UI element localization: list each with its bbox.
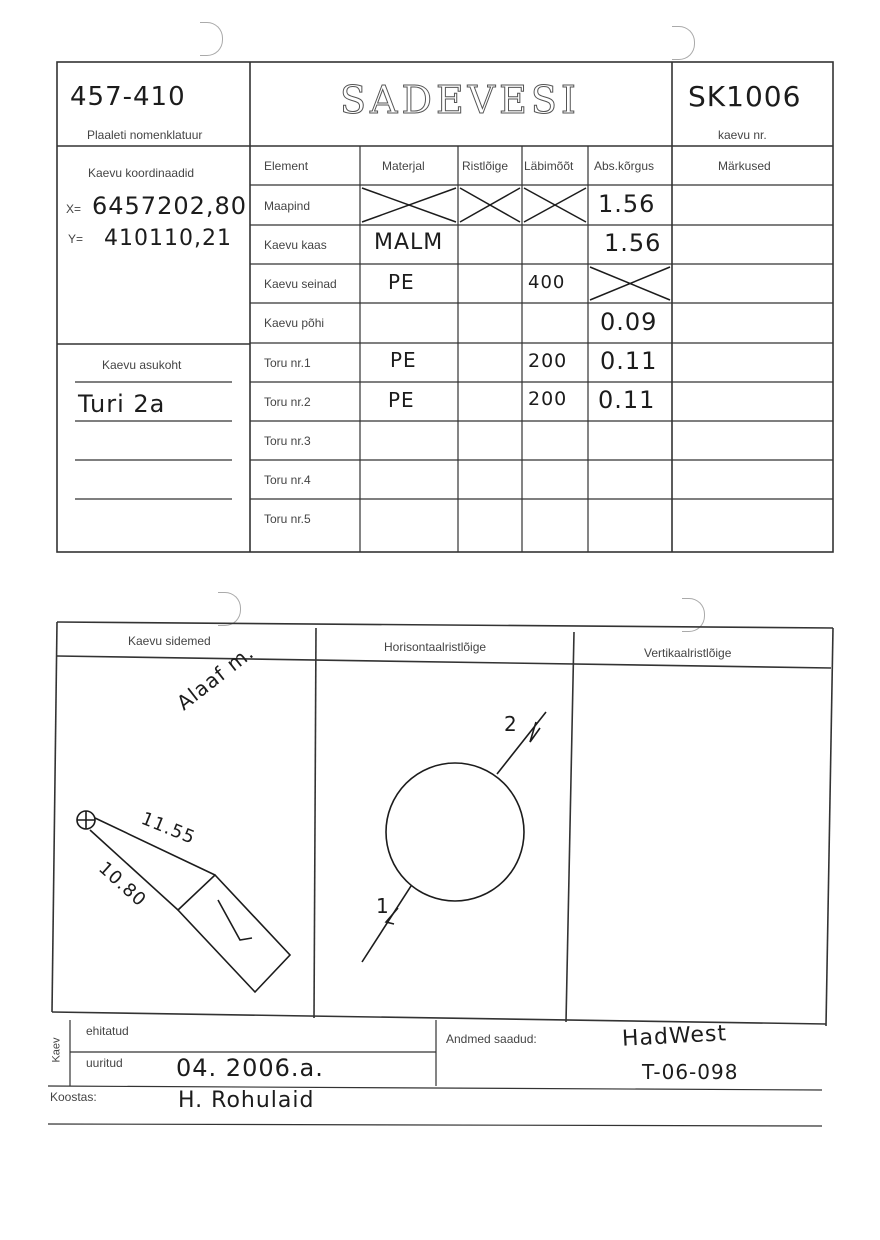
cell-abs-height: 0.09 bbox=[600, 308, 658, 336]
built-label: ehitatud bbox=[86, 1024, 129, 1038]
compiled-by-label: Koostas: bbox=[50, 1090, 97, 1104]
header-vertical-section: Vertikaalristlõige bbox=[644, 646, 732, 660]
header-abs-height: Abs.kõrgus bbox=[594, 159, 655, 173]
well-side-label: Kaev bbox=[50, 1037, 63, 1063]
well-number-label: kaevu nr. bbox=[718, 128, 767, 142]
form-title: SADEVESI bbox=[340, 78, 580, 122]
cell-material: MALM bbox=[374, 230, 444, 255]
data-received-code: T-06-098 bbox=[642, 1060, 739, 1084]
horizontal-section-sketch bbox=[362, 712, 546, 962]
data-received-label: Andmed saadud: bbox=[446, 1032, 537, 1046]
cell-abs-height: 1.56 bbox=[598, 190, 656, 218]
location-label: Kaevu asukoht bbox=[102, 358, 182, 372]
compiled-by-value: H. Rohulaid bbox=[178, 1088, 315, 1113]
surveyed-value: 04. 2006.a. bbox=[176, 1054, 324, 1082]
pipe-number: 1 bbox=[376, 894, 390, 918]
sketch-note: Alaaf m. bbox=[172, 639, 259, 715]
nomenclature-label: Plaaleti nomenklatuur bbox=[87, 128, 203, 142]
header-remarks: Märkused bbox=[718, 159, 771, 173]
coord-y-value: 410110,21 bbox=[104, 226, 232, 251]
row-label: Kaevu kaas bbox=[264, 238, 327, 252]
header-material: Materjal bbox=[382, 159, 425, 173]
cell-material: PE bbox=[390, 348, 417, 372]
row-label: Maapind bbox=[264, 199, 311, 213]
cell-material: PE bbox=[388, 388, 415, 412]
cell-diameter: 200 bbox=[528, 350, 568, 372]
row-label: Toru nr.1 bbox=[264, 356, 311, 370]
nomenclature-value: 457-410 bbox=[70, 82, 186, 112]
header-cross-section: Ristlõige bbox=[462, 159, 509, 173]
distance-label: 10.80 bbox=[94, 857, 151, 912]
header-diameter: Läbimõõt bbox=[524, 159, 574, 173]
row-label: Kaevu seinad bbox=[264, 277, 337, 291]
distance-label: 11.55 bbox=[138, 808, 199, 849]
header-element: Element bbox=[264, 159, 309, 173]
header-horizontal-section: Horisontaalristlõige bbox=[384, 640, 487, 654]
coord-y-prefix: Y= bbox=[68, 232, 84, 246]
header-well-connections: Kaevu sidemed bbox=[128, 634, 211, 648]
cell-diameter: 200 bbox=[528, 388, 568, 410]
well-number-value: SK1006 bbox=[688, 80, 802, 113]
cell-material: PE bbox=[388, 270, 415, 294]
row-label: Toru nr.3 bbox=[264, 434, 311, 448]
coord-x-value: 6457202,80 bbox=[92, 192, 248, 220]
location-value: Turi 2a bbox=[78, 390, 166, 418]
cell-abs-height: 1.56 bbox=[604, 229, 662, 257]
surveyed-label: uuritud bbox=[86, 1056, 123, 1070]
row-label: Kaevu põhi bbox=[264, 316, 325, 330]
data-received-value: HadWest bbox=[621, 1021, 728, 1052]
coord-x-prefix: X= bbox=[66, 202, 82, 216]
pipe-number: 2 bbox=[504, 712, 518, 736]
row-label: Toru nr.2 bbox=[264, 395, 311, 409]
coordinates-label: Kaevu koordinaadid bbox=[88, 166, 195, 180]
row-label: Toru nr.5 bbox=[264, 512, 311, 526]
cell-abs-height: 0.11 bbox=[598, 386, 656, 414]
row-label: Toru nr.4 bbox=[264, 473, 311, 487]
cell-abs-height: 0.11 bbox=[600, 347, 658, 375]
cell-diameter: 400 bbox=[528, 272, 566, 293]
